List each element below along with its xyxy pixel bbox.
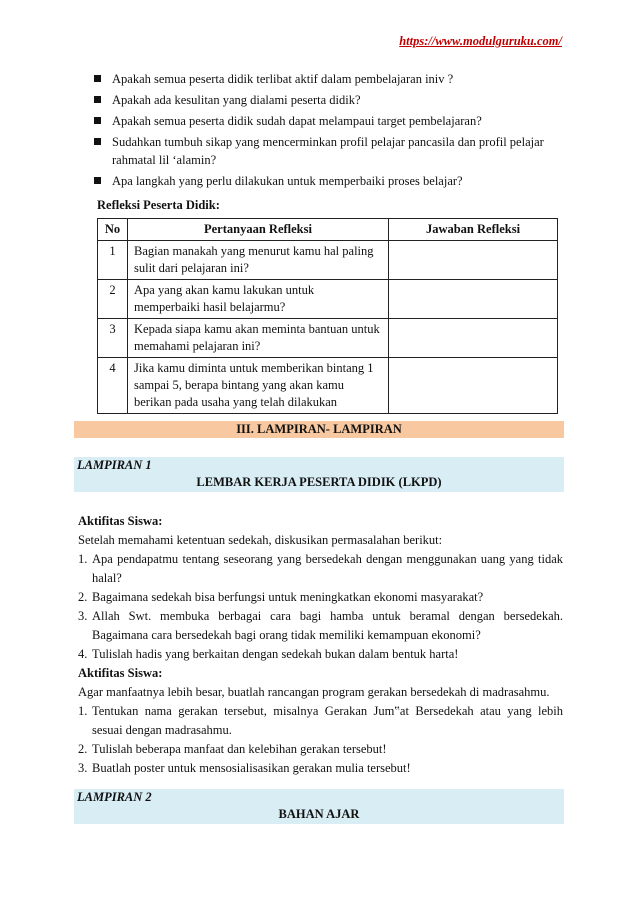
list-item	[78, 702, 563, 740]
item-text: Buatlah poster untuk mensosialisasikan gerakan mulia tersebut!	[92, 761, 411, 775]
row-question: Apa yang akan kamu lakukan untuk memperbaiki hasil belajarmu?	[128, 280, 389, 319]
item-number: 2.	[78, 742, 88, 756]
item-number: 1.	[78, 704, 88, 718]
lampiran-2-label: LAMPIRAN 2	[77, 790, 152, 804]
list-item: Apakah semua peserta didik sudah dapat melampaui target pembelajaran?	[92, 112, 567, 130]
row-answer	[389, 358, 558, 414]
row-answer	[389, 241, 558, 280]
row-number: 2	[98, 280, 128, 319]
item-text: Bagaimana sedekah bisa berfungsi untuk meningkatkan ekonomi masyarakat?	[92, 590, 484, 604]
list-item: Apakah ada kesulitan yang dialami peserta didik?	[92, 91, 567, 109]
section-title-lampiran: III. LAMPIRAN- LAMPIRAN	[74, 421, 564, 438]
list-item	[78, 550, 563, 588]
lampiran-2-title: BAHAN AJAR	[278, 807, 360, 821]
activity-heading: Aktifitas Siswa:	[78, 514, 163, 528]
item-number: 4.	[78, 647, 88, 661]
activity-heading: Aktifitas Siswa:	[78, 666, 163, 680]
activity-list	[78, 550, 563, 664]
row-answer	[389, 280, 558, 319]
item-text: Tentukan nama gerakan tersebut, misalnya Gerakan Jum‟at Bersedekah atau yang lebih sesuai dengan madrasahmu.	[92, 704, 563, 737]
list-item	[78, 740, 563, 759]
item-number: 3.	[78, 761, 88, 775]
row-number: 1	[98, 241, 128, 280]
column-header-question: Pertanyaan Refleksi	[128, 219, 389, 241]
item-number: 2.	[78, 590, 88, 604]
row-question: Kepada siapa kamu akan meminta bantuan untuk memahami pelajaran ini?	[128, 319, 389, 358]
student-reflection-title: Refleksi Peserta Didik:	[97, 198, 220, 212]
header-url-link[interactable]: https://www.modulguruku.com/	[399, 34, 562, 48]
reflection-question-list	[92, 70, 567, 193]
activity-intro: Setelah memahami ketentuan sedekah, diskusikan permasalahan berikut:	[78, 533, 443, 547]
table-row	[98, 319, 558, 358]
student-reflection-table	[97, 218, 558, 414]
table-header-row	[98, 219, 558, 241]
table-row	[98, 241, 558, 280]
row-question: Bagian manakah yang menurut kamu hal paling sulit dari pelajaran ini?	[128, 241, 389, 280]
lampiran-1-banner	[74, 457, 564, 492]
lampiran-1-label: LAMPIRAN 1	[77, 458, 152, 472]
column-header-answer: Jawaban Refleksi	[389, 219, 558, 241]
list-item	[78, 645, 563, 664]
item-text: Tulislah hadis yang berkaitan dengan sedekah bukan dalam bentuk harta!	[92, 647, 459, 661]
lampiran-2-banner	[74, 789, 564, 824]
activity-intro: Agar manfaatnya lebih besar, buatlah rancangan program gerakan bersedekah di madrasahmu.	[78, 685, 550, 699]
table-row	[98, 280, 558, 319]
table-row	[98, 358, 558, 414]
activity-1	[78, 512, 563, 664]
list-item	[78, 759, 563, 778]
item-text: Allah Swt. membuka berbagai cara bagi hamba untuk beramal dengan bersedekah. Bagaimana cara bersedekah bagi orang tidak memiliki kemampuan ekonomi?	[92, 609, 563, 642]
list-item: Sudahkan tumbuh sikap yang mencerminkan profil pelajar pancasila dan profil pelajar rahmatal lil ‘alamin?	[92, 133, 567, 169]
list-item	[78, 588, 563, 607]
column-header-no: No	[98, 219, 128, 241]
list-item	[78, 607, 563, 645]
lampiran-1-title: LEMBAR KERJA PESERTA DIDIK (LKPD)	[196, 475, 442, 489]
row-question: Jika kamu diminta untuk memberikan bintang 1 sampai 5, berapa bintang yang akan kamu berikan pada usaha yang telah dilakukan	[128, 358, 389, 414]
list-item: Apakah semua peserta didik terlibat aktif dalam pembelajaran iniv ?	[92, 70, 567, 88]
item-text: Apa pendapatmu tentang seseorang yang bersedekah dengan menggunakan uang yang tidak halal?	[92, 552, 563, 585]
activity-list	[78, 702, 563, 778]
item-number: 3.	[78, 609, 88, 623]
row-number: 4	[98, 358, 128, 414]
row-answer	[389, 319, 558, 358]
item-text: Tulislah beberapa manfaat dan kelebihan gerakan tersebut!	[92, 742, 387, 756]
list-item: Apa langkah yang perlu dilakukan untuk memperbaiki proses belajar?	[92, 172, 567, 190]
item-number: 1.	[78, 552, 88, 566]
activity-2	[78, 664, 563, 778]
row-number: 3	[98, 319, 128, 358]
